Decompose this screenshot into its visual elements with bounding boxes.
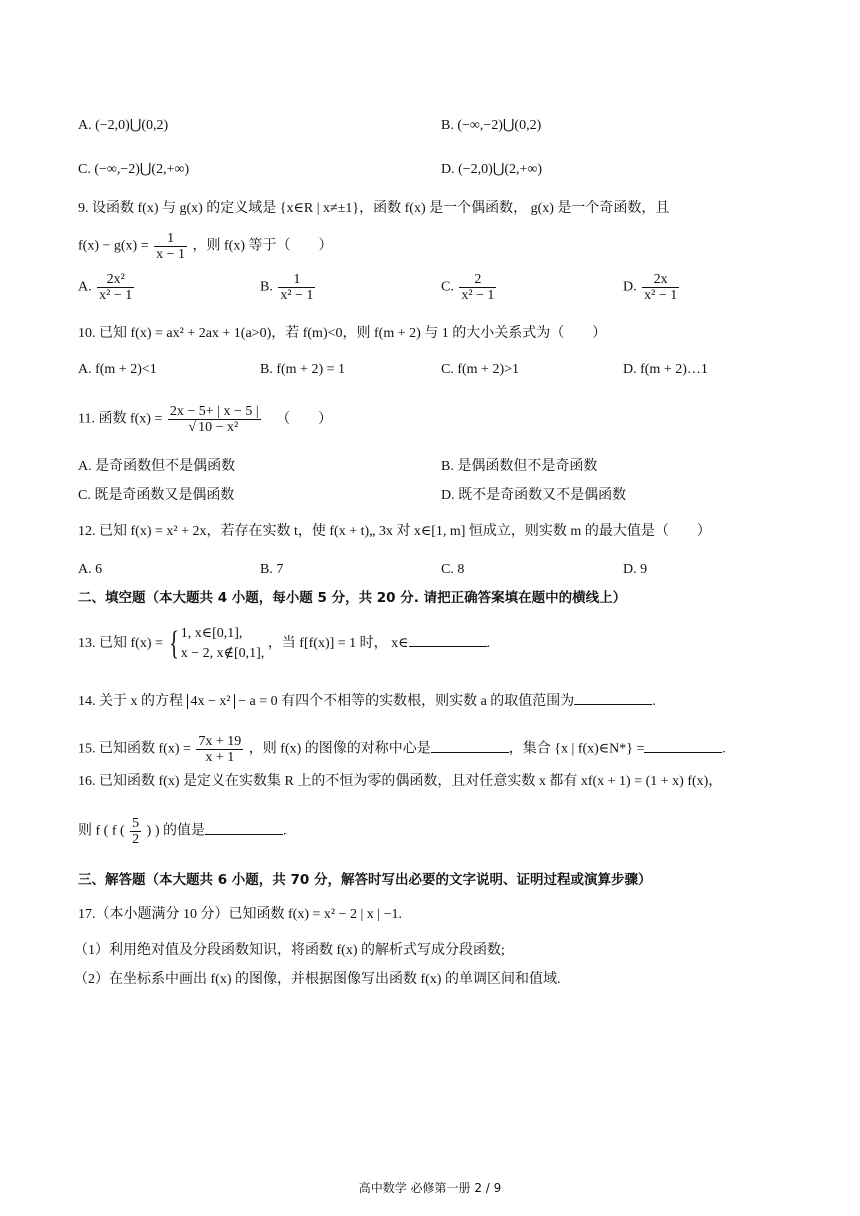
q9-option-b bbox=[260, 272, 317, 303]
q11-radicand: 10 − x² bbox=[198, 420, 239, 435]
q9-frac-den: x − 1 bbox=[156, 247, 186, 262]
q12-stem: 12. 已知 f(x) = x² + 2x，若存在实数 t，使 f(x + t)„ 3x 对 x∈[1, m] 恒成立，则实数 m 的最大值是（ ） bbox=[78, 524, 711, 539]
q17-part2: （2）在坐标系中画出 f(x) 的图像，并根据图像写出函数 f(x) 的单调区间和值域. bbox=[74, 972, 561, 987]
q9-option-d-num: 2x bbox=[642, 272, 679, 288]
q9-option-c bbox=[441, 272, 498, 303]
q9-option-b-den: x² − 1 bbox=[280, 288, 314, 303]
q16-tail: ) ) 的值是 bbox=[146, 823, 205, 839]
q9-option-c-den: x² − 1 bbox=[461, 288, 495, 303]
q12-option-b: B. 7 bbox=[260, 562, 284, 577]
q8-option-b: B. (−∞,−2)⋃(0,2) bbox=[441, 118, 542, 133]
q9-option-a-fraction bbox=[97, 272, 134, 303]
q11-tail: （ ） bbox=[276, 411, 333, 427]
q9-fraction bbox=[154, 231, 187, 262]
q13-case2: x − 2, x∉[0,1], bbox=[180, 645, 265, 661]
q11-option-a: A. 是奇函数但不是偶函数 bbox=[78, 459, 236, 474]
q15-stem bbox=[78, 734, 726, 765]
q9-stem-line1: 9. 设函数 f(x) 与 g(x) 的定义域是 {x∈R | x≠±1}，函数 f(x) 是一个偶函数， g(x) 是一个奇函数，且 bbox=[78, 201, 670, 216]
q11-frac-num: 2x − 5+ | x − 5 | bbox=[169, 404, 259, 419]
q8-option-a: A. (−2,0)⋃(0,2) bbox=[78, 118, 169, 133]
q15-prefix: 15. 已知函数 f(x) = bbox=[78, 741, 191, 757]
q15-answer-blank-1[interactable] bbox=[431, 738, 509, 753]
q9-option-a-num: 2x² bbox=[97, 272, 134, 288]
q11-option-d: D. 既不是奇函数又不是偶函数 bbox=[441, 488, 627, 503]
q13-answer-blank[interactable] bbox=[409, 632, 487, 647]
q17-stem: 17.（本小题满分 10 分）已知函数 f(x) = x² − 2 | x | −1. bbox=[78, 907, 402, 922]
q9-option-a bbox=[78, 272, 136, 303]
q9-tail: ，则 f(x) 等于（ ） bbox=[192, 238, 333, 254]
q9-option-c-label: C. bbox=[441, 279, 454, 295]
section-answer-heading: 三、解答题（本大题共 6 小题，共 70 分，解答时写出必要的文字说明、证明过程或演算步骤） bbox=[78, 872, 652, 888]
q9-option-d-fraction bbox=[642, 272, 679, 303]
q8-option-d: D. (−2,0)⋃(2,+∞) bbox=[441, 162, 543, 177]
q12-option-c: C. 8 bbox=[441, 562, 465, 577]
q9-option-d-den: x² − 1 bbox=[644, 288, 678, 303]
q14-abs-expr: 4x − x² bbox=[187, 694, 235, 709]
q13-cases bbox=[181, 624, 265, 664]
q16-frac-num: 5 bbox=[132, 816, 140, 831]
q9-option-b-fraction bbox=[278, 272, 315, 303]
q14-stem bbox=[78, 690, 656, 712]
q16-end: . bbox=[282, 823, 287, 839]
q15-mid: ，则 f(x) 的图像的对称中心是 bbox=[248, 741, 431, 757]
q11-stem bbox=[78, 404, 332, 435]
q14-answer-blank[interactable] bbox=[574, 690, 652, 705]
page-footer: 高中数学 必修第一册 2 / 9 bbox=[358, 1181, 502, 1195]
q16-frac-den: 2 bbox=[132, 832, 140, 847]
q10-stem: 10. 已知 f(x) = ax² + 2ax + 1(a>0)，若 f(m)<0，则 f(m + 2) 与 1 的大小关系式为（ ） bbox=[78, 326, 607, 341]
q9-option-c-num: 2 bbox=[459, 272, 496, 288]
q11-option-b: B. 是偶函数但不是奇函数 bbox=[441, 459, 598, 474]
q13-end: . bbox=[486, 636, 491, 651]
q13-case1: 1, x∈[0,1], bbox=[180, 625, 243, 641]
section-fill-in-heading: 二、填空题（本大题共 4 小题，每小题 5 分，共 20 分. 请把正确答案填在题中的横线上） bbox=[78, 590, 627, 606]
q11-option-c: C. 既是奇函数又是偶函数 bbox=[78, 488, 235, 503]
q12-option-a: A. 6 bbox=[78, 562, 103, 577]
q15-fraction bbox=[196, 734, 243, 765]
q8-option-c: C. (−∞,−2)⋃(2,+∞) bbox=[78, 162, 190, 177]
q13-tail: ，当 f[f(x)] = 1 时， x∈ bbox=[267, 636, 409, 651]
q16-fraction bbox=[130, 816, 141, 847]
q9-option-a-den: x² − 1 bbox=[99, 288, 133, 303]
q9-frac-num: 1 bbox=[154, 231, 187, 247]
q16-prefix: 则 f ( f ( bbox=[78, 823, 125, 839]
q10-option-c: C. f(m + 2)>1 bbox=[441, 362, 520, 377]
q16-answer-blank[interactable] bbox=[205, 820, 283, 835]
q13-brace: { bbox=[169, 624, 180, 662]
q16-stem-line1: 16. 已知函数 f(x) 是定义在实数集 R 上的不恒为零的偶函数，且对任意实数 x 都有 xf(x + 1) = (1 + x) f(x)， bbox=[78, 774, 723, 789]
q17-part1: （1）利用绝对值及分段函数知识，将函数 f(x) 的解析式写成分段函数; bbox=[74, 943, 505, 958]
q9-option-b-num: 1 bbox=[278, 272, 315, 288]
q11-prefix: 11. 函数 f(x) = bbox=[78, 411, 163, 427]
q9-option-a-label: A. bbox=[78, 279, 92, 295]
q14-end: . bbox=[652, 694, 656, 709]
q15-answer-blank-2[interactable] bbox=[644, 738, 722, 753]
q9-stem-line2 bbox=[78, 231, 333, 262]
q16-stem-line2 bbox=[78, 816, 286, 847]
q15-frac-den: x + 1 bbox=[205, 750, 235, 765]
q11-frac-den: √ 10 − x² bbox=[188, 420, 239, 435]
q9-option-b-label: B. bbox=[260, 279, 273, 295]
q9-option-d-label: D. bbox=[623, 279, 637, 295]
q15-end: . bbox=[722, 741, 726, 757]
q14-prefix: 14. 关于 x 的方程 bbox=[78, 694, 183, 709]
q13-stem bbox=[78, 622, 490, 666]
q14-mid: − a = 0 有四个不相等的实数根，则实数 a 的取值范围为 bbox=[238, 694, 575, 709]
q10-option-a: A. f(m + 2)<1 bbox=[78, 362, 157, 377]
q13-prefix: 13. 已知 f(x) = bbox=[78, 636, 163, 651]
q11-fraction bbox=[168, 404, 261, 435]
q10-option-d: D. f(m + 2)…1 bbox=[623, 362, 708, 377]
q9-option-d bbox=[623, 272, 681, 303]
q9-option-c-fraction bbox=[459, 272, 496, 303]
q15-frac-num: 7x + 19 bbox=[198, 734, 242, 749]
q10-option-b: B. f(m + 2) = 1 bbox=[260, 362, 346, 377]
q15-set-text: ，集合 {x | f(x)∈N*} = bbox=[508, 741, 645, 757]
q12-option-d: D. 9 bbox=[623, 562, 648, 577]
q9-lhs: f(x) − g(x) = bbox=[78, 238, 149, 254]
